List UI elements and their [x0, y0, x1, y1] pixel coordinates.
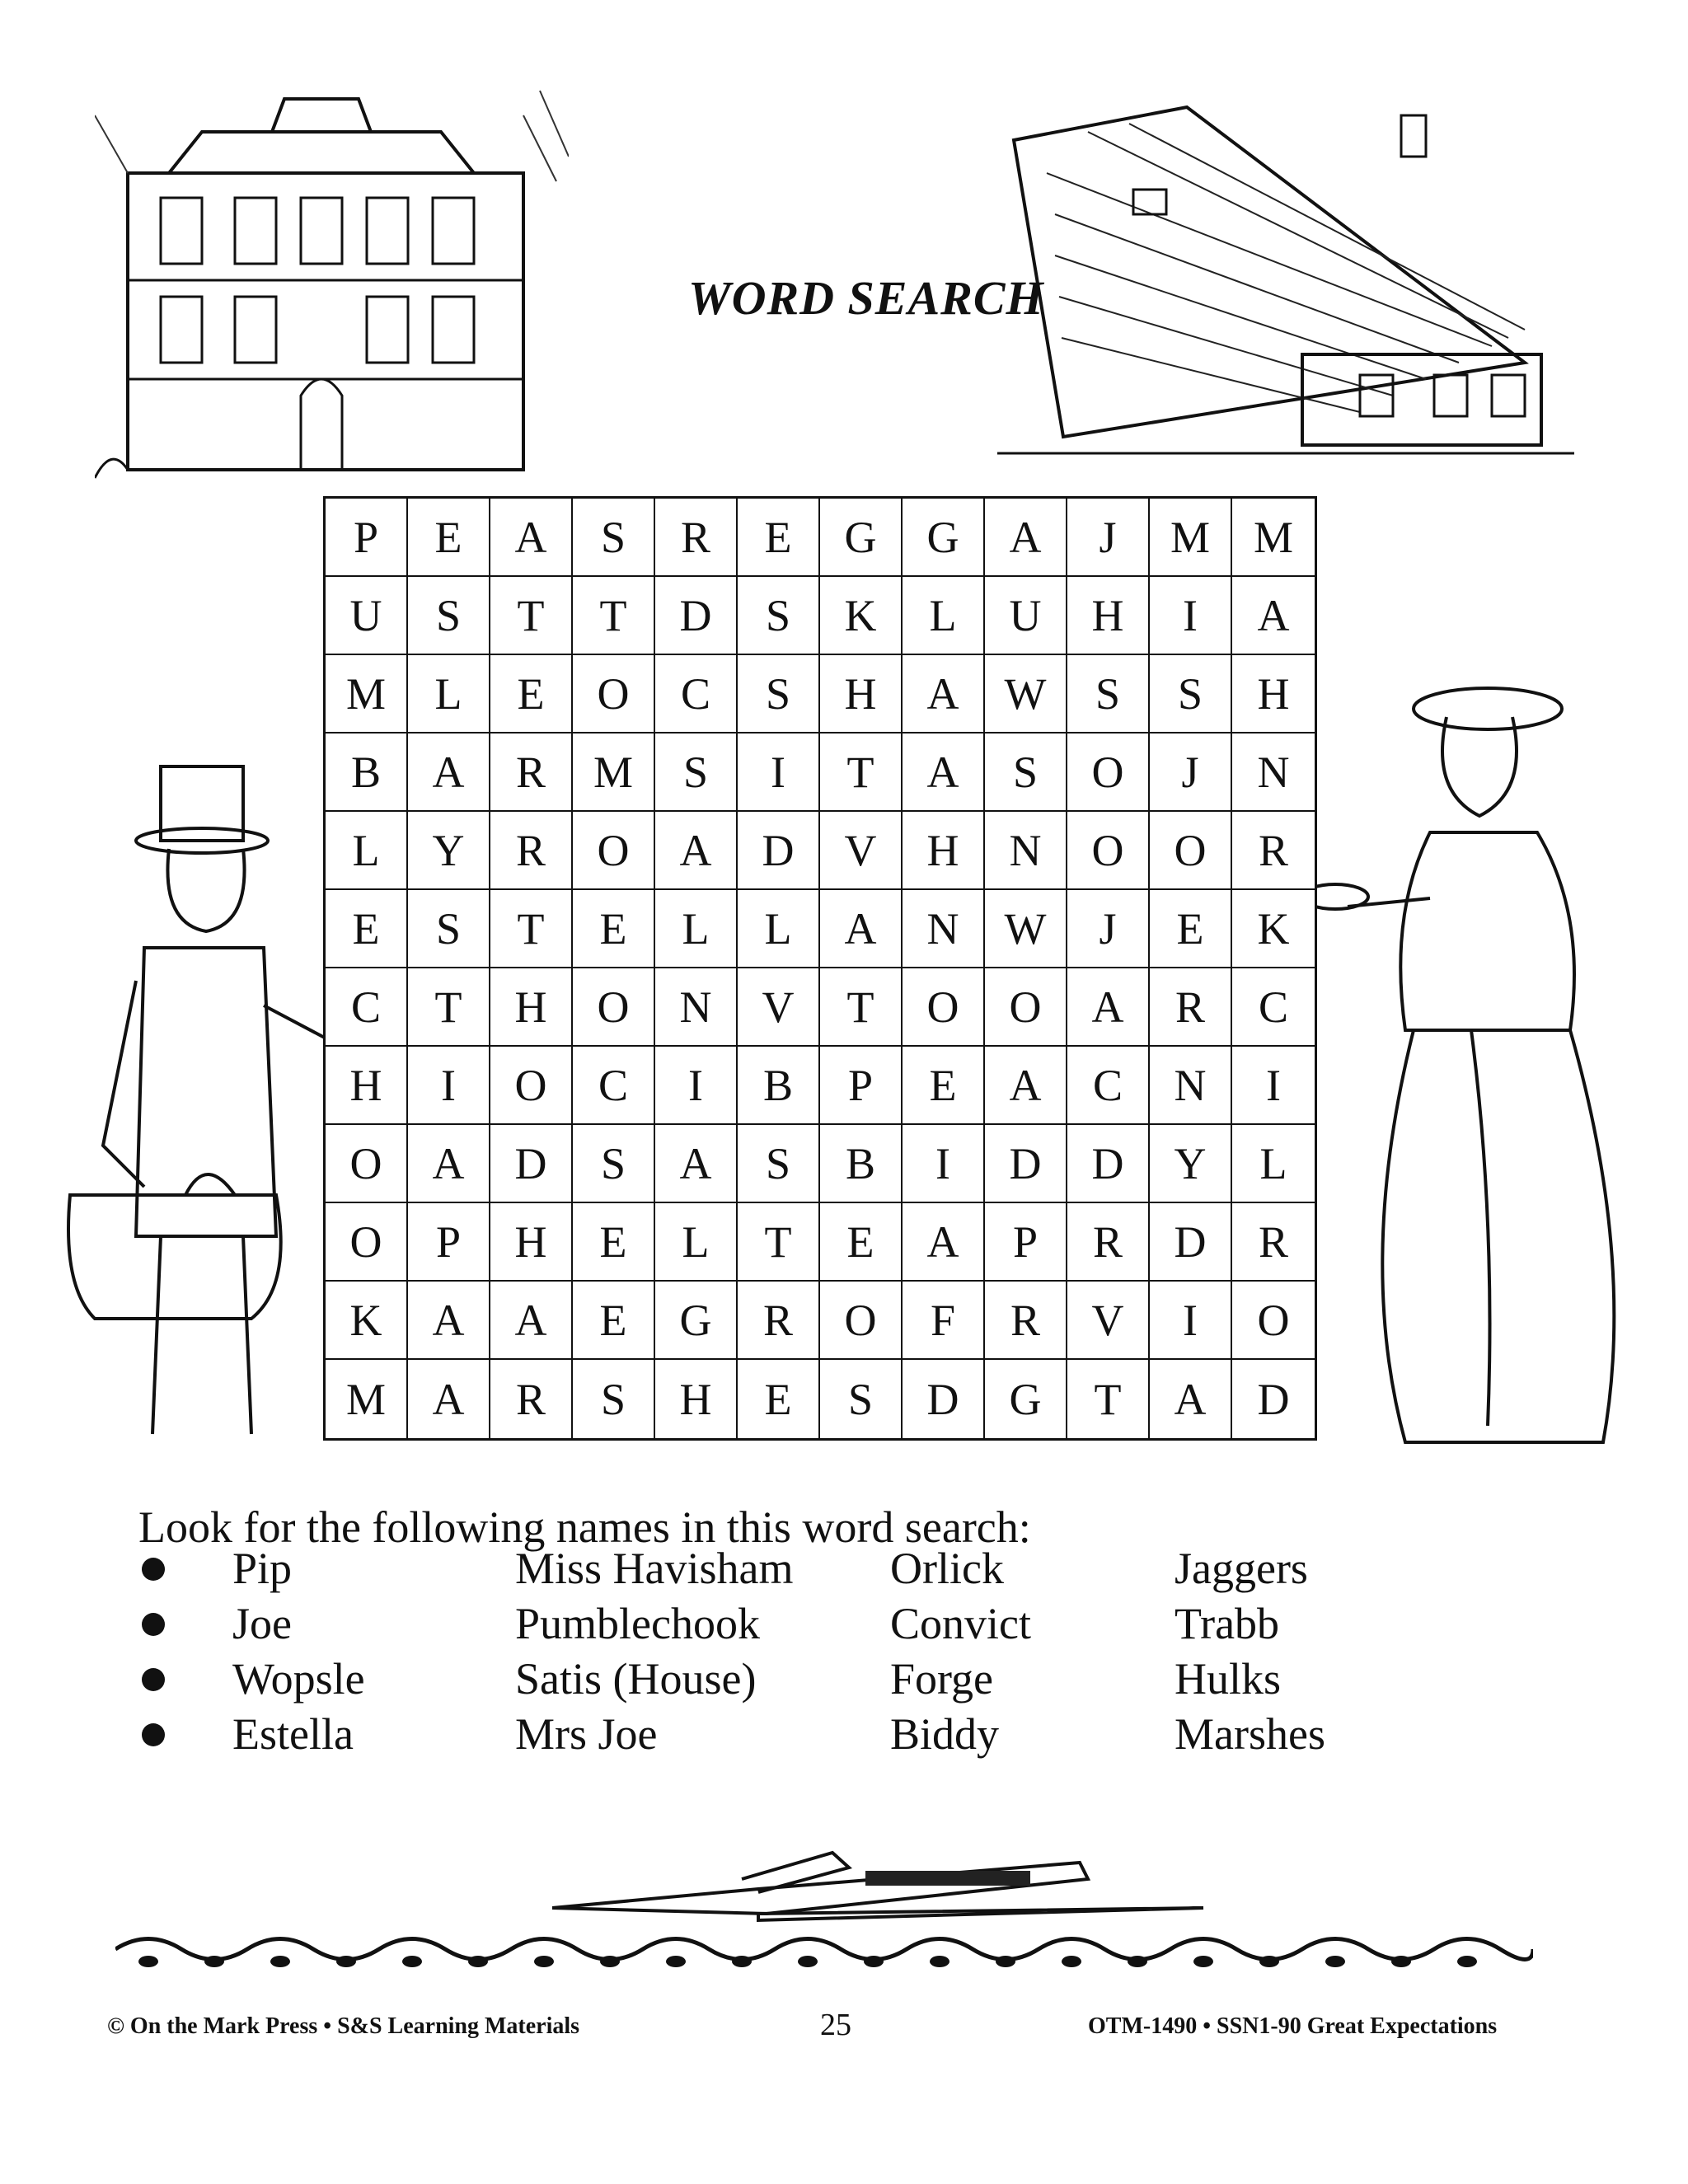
grid-cell: I	[1150, 1282, 1232, 1360]
grid-cell: O	[573, 968, 655, 1047]
grid-cell: B	[738, 1047, 820, 1125]
grid-cell: O	[1150, 812, 1232, 890]
word-list-item: Orlick	[890, 1544, 1004, 1593]
bullet-icon	[142, 1668, 165, 1691]
grid-cell: A	[490, 499, 573, 577]
grid-cell: A	[408, 1360, 490, 1438]
grid-cell: A	[490, 1282, 573, 1360]
grid-cell: A	[1232, 577, 1315, 655]
grid-cell: U	[985, 577, 1067, 655]
grid-cell: E	[738, 1360, 820, 1438]
grid-cell: H	[820, 655, 903, 733]
grid-cell: D	[1067, 1125, 1150, 1203]
grid-cell: O	[1232, 1282, 1315, 1360]
grid-cell: I	[1232, 1047, 1315, 1125]
grid-cell: H	[1232, 655, 1315, 733]
grid-cell: S	[408, 577, 490, 655]
grid-cell: T	[490, 577, 573, 655]
grid-cell: R	[655, 499, 738, 577]
grid-cell: S	[738, 1125, 820, 1203]
grid-cell: C	[573, 1047, 655, 1125]
grid-cell: O	[1067, 733, 1150, 812]
grid-cell: A	[985, 499, 1067, 577]
gentleman-with-bag-illustration	[62, 758, 334, 1442]
footer-publisher: © On the Mark Press • S&S Learning Materials	[107, 2013, 580, 2039]
grid-cell: L	[326, 812, 408, 890]
grid-cell: E	[820, 1203, 903, 1282]
grid-cell: D	[490, 1125, 573, 1203]
grid-cell: Y	[408, 812, 490, 890]
grid-cell: O	[326, 1203, 408, 1282]
grid-cell: A	[985, 1047, 1067, 1125]
bullet-icon	[142, 1723, 165, 1746]
grid-cell: K	[1232, 890, 1315, 968]
grid-cell: M	[326, 655, 408, 733]
grid-cell: A	[903, 1203, 985, 1282]
word-list-item: Marshes	[1175, 1709, 1325, 1759]
grid-cell: H	[1067, 577, 1150, 655]
grid-cell: P	[820, 1047, 903, 1125]
grid-cell: R	[985, 1282, 1067, 1360]
grid-cell: I	[738, 733, 820, 812]
grid-cell: V	[820, 812, 903, 890]
grid-cell: F	[903, 1282, 985, 1360]
word-list-item: Mrs Joe	[515, 1709, 658, 1759]
grid-cell: B	[326, 733, 408, 812]
word-list-item: Hulks	[1175, 1654, 1282, 1704]
grid-cell: E	[738, 499, 820, 577]
cottage-illustration	[997, 91, 1574, 470]
grid-cell: S	[408, 890, 490, 968]
grid-cell: O	[985, 968, 1067, 1047]
grid-cell: N	[985, 812, 1067, 890]
grid-cell: A	[1067, 968, 1150, 1047]
grid-cell: J	[1150, 733, 1232, 812]
grid-cell: I	[408, 1047, 490, 1125]
mansion-illustration	[95, 82, 569, 486]
grid-cell: G	[655, 1282, 738, 1360]
grid-cell: O	[903, 968, 985, 1047]
grid-cell: S	[1150, 655, 1232, 733]
grid-cell: T	[820, 733, 903, 812]
grid-cell: A	[1150, 1360, 1232, 1438]
bullet-icon	[142, 1613, 165, 1636]
grid-cell: L	[655, 890, 738, 968]
grid-cell: I	[655, 1047, 738, 1125]
grid-cell: E	[573, 1203, 655, 1282]
grid-cell: M	[326, 1360, 408, 1438]
grid-cell: S	[655, 733, 738, 812]
grid-cell: R	[1067, 1203, 1150, 1282]
grid-cell: H	[903, 812, 985, 890]
grid-cell: P	[985, 1203, 1067, 1282]
grid-cell: O	[326, 1125, 408, 1203]
grid-cell: C	[1067, 1047, 1150, 1125]
grid-cell: D	[985, 1125, 1067, 1203]
grid-cell: E	[1150, 890, 1232, 968]
grid-cell: V	[1067, 1282, 1150, 1360]
word-list-item: Estella	[232, 1709, 354, 1759]
word-list-item: Trabb	[1175, 1599, 1280, 1648]
grid-cell: P	[326, 499, 408, 577]
grid-cell: J	[1067, 890, 1150, 968]
grid-cell: U	[326, 577, 408, 655]
grid-cell: L	[903, 577, 985, 655]
word-list-item: Forge	[890, 1654, 994, 1704]
grid-cell: A	[903, 733, 985, 812]
grid-cell: L	[655, 1203, 738, 1282]
grid-cell: R	[1150, 968, 1232, 1047]
word-search-grid	[323, 496, 1317, 1441]
grid-cell: A	[408, 733, 490, 812]
decorative-vine-border	[115, 1920, 1533, 1978]
grid-cell: R	[1232, 812, 1315, 890]
grid-cell: L	[738, 890, 820, 968]
grid-cell: N	[655, 968, 738, 1047]
word-list-item: Miss Havisham	[515, 1544, 794, 1593]
pen-illustration	[552, 1838, 1212, 1929]
grid-cell: H	[326, 1047, 408, 1125]
grid-cell: A	[655, 812, 738, 890]
grid-cell: H	[655, 1360, 738, 1438]
grid-cell: T	[573, 577, 655, 655]
grid-cell: M	[1150, 499, 1232, 577]
grid-cell: T	[738, 1203, 820, 1282]
grid-cell: D	[1257, 1374, 1290, 1424]
grid-cell: N	[903, 890, 985, 968]
grid-cell: O	[820, 1282, 903, 1360]
grid-cell: T	[820, 968, 903, 1047]
footer-product-code: OTM-1490 • SSN1-90 Great Expectations	[1088, 2013, 1498, 2039]
grid-cell: A	[408, 1125, 490, 1203]
grid-cell: T	[1067, 1360, 1150, 1438]
word-list-item: Jaggers	[1175, 1544, 1308, 1593]
grid-cell: L	[408, 655, 490, 733]
grid-cell: Y	[1150, 1125, 1232, 1203]
grid-cell: P	[408, 1203, 490, 1282]
grid-cell: T	[490, 890, 573, 968]
grid-cell: G	[903, 499, 985, 577]
grid-cell: D	[1150, 1203, 1232, 1282]
grid-cell: D	[655, 577, 738, 655]
grid-cell: R	[490, 1360, 573, 1438]
grid-cell: J	[1067, 499, 1150, 577]
page-number: 25	[820, 2008, 851, 2042]
grid-cell: S	[738, 655, 820, 733]
grid-cell: O	[573, 655, 655, 733]
grid-cell: E	[573, 1282, 655, 1360]
grid-cell: I	[903, 1125, 985, 1203]
grid-cell: S	[985, 733, 1067, 812]
lady-illustration	[1306, 684, 1636, 1459]
grid-cell: L	[1232, 1125, 1315, 1203]
grid-cell: E	[490, 655, 573, 733]
grid-cell: K	[820, 577, 903, 655]
word-list-item: Satis (House)	[515, 1654, 757, 1704]
grid-cell: O	[490, 1047, 573, 1125]
grid-cell: S	[820, 1360, 903, 1438]
grid-cell: B	[820, 1125, 903, 1203]
grid-cell: C	[1232, 968, 1315, 1047]
grid-cell: E	[408, 499, 490, 577]
grid-cell: D	[903, 1360, 985, 1438]
grid-cell: C	[326, 968, 408, 1047]
grid-cell: O	[1067, 812, 1150, 890]
grid-cell: E	[573, 890, 655, 968]
bullet-icon	[142, 1558, 165, 1581]
grid-cell: I	[1150, 577, 1232, 655]
word-list-item: Wopsle	[232, 1654, 365, 1704]
word-list-item: Pumblechook	[515, 1599, 760, 1648]
grid-cell: S	[738, 577, 820, 655]
grid-cell: R	[490, 812, 573, 890]
grid-cell: K	[326, 1282, 408, 1360]
grid-cell: O	[573, 812, 655, 890]
grid-cell: H	[490, 968, 573, 1047]
grid-cell: E	[326, 890, 408, 968]
grid-cell: A	[655, 1125, 738, 1203]
grid-cell: H	[490, 1203, 573, 1282]
grid-cell: E	[903, 1047, 985, 1125]
grid-cell: S	[573, 1360, 655, 1438]
grid-cell: N	[1232, 733, 1315, 812]
grid-cell: M	[1232, 499, 1315, 577]
grid-cell: S	[573, 1125, 655, 1203]
word-list-item: Pip	[232, 1544, 293, 1593]
grid-cell: V	[738, 968, 820, 1047]
grid-cell: M	[573, 733, 655, 812]
grid-cell: A	[820, 890, 903, 968]
word-list-item: Joe	[232, 1599, 292, 1648]
grid-cell: A	[408, 1282, 490, 1360]
grid-cell: G	[820, 499, 903, 577]
grid-cell: W	[985, 655, 1067, 733]
grid-cell: W	[985, 890, 1067, 968]
grid-cell: G	[985, 1360, 1067, 1438]
grid-cell: S	[573, 499, 655, 577]
page-title: WORD SEARCH	[688, 271, 1044, 325]
grid-cell: R	[1232, 1203, 1315, 1282]
word-list-item: Convict	[890, 1599, 1031, 1648]
instructions-text: Look for the following names in this word search:	[138, 1502, 1031, 1552]
grid-cell: C	[655, 655, 738, 733]
grid-cell: R	[738, 1282, 820, 1360]
grid-cell: D	[738, 812, 820, 890]
word-list-item: Biddy	[890, 1709, 1000, 1759]
grid-cell: R	[490, 733, 573, 812]
grid-cell: S	[1067, 655, 1150, 733]
grid-cell: T	[408, 968, 490, 1047]
grid-cell: N	[1150, 1047, 1232, 1125]
grid-cell: A	[903, 655, 985, 733]
